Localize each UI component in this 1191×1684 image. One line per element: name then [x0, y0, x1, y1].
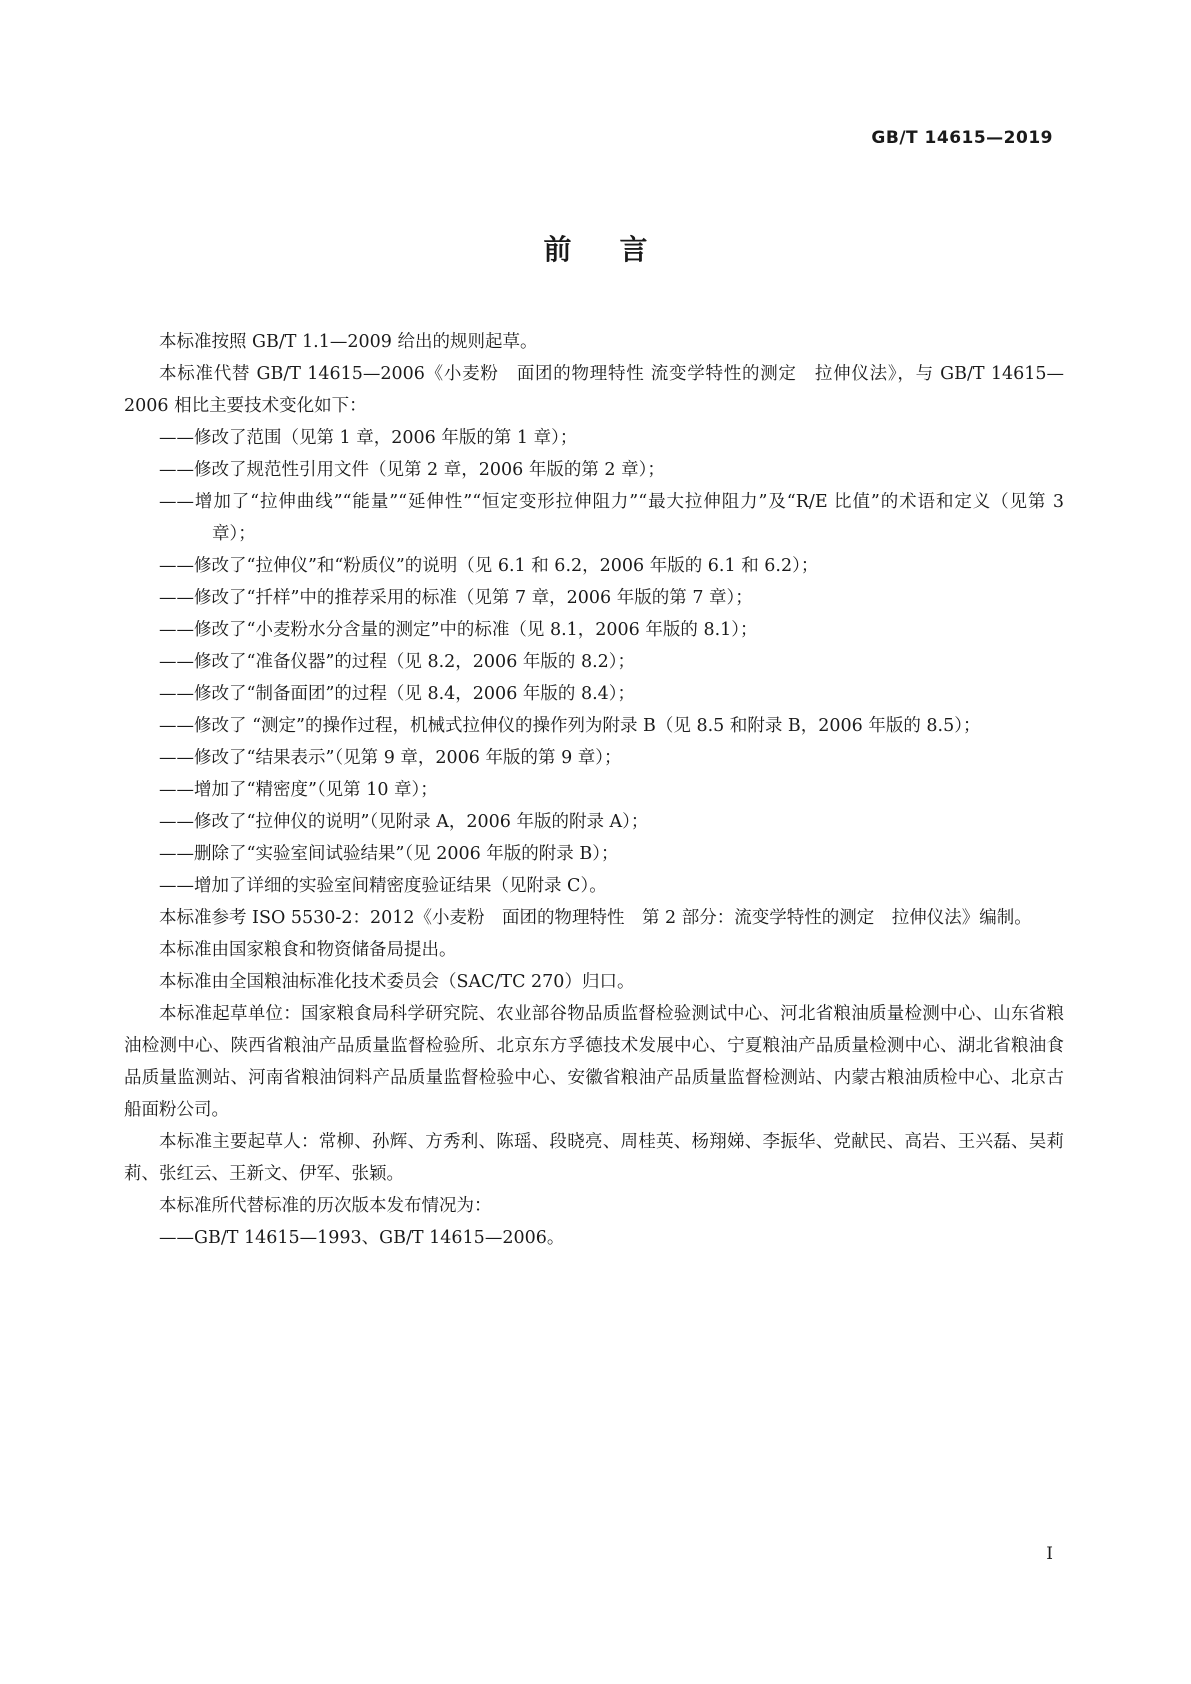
change-item: ——修改了“结果表示”（见第 9 章，2006 年版的第 9 章）； [159, 748, 622, 768]
paragraph-reference-iso: 本标准参考 ISO 5530-2：2012《小麦粉 面团的物理特性 第 2 部分：流变学特性的测定 拉伸仪法》编制。 [159, 908, 1032, 928]
change-item: ——修改了“拉伸仪”和“粉质仪”的说明（见 6.1 和 6.2，2006 年版的 6.1 和 6.2）； [159, 556, 819, 576]
change-item: ——修改了“准备仪器”的过程（见 8.2，2006 年版的 8.2）； [159, 652, 636, 672]
paragraph-version-history: 本标准所代替标准的历次版本发布情况为： [159, 1196, 492, 1216]
change-item: ——增加了详细的实验室间精密度验证结果（见附录 C）。 [159, 876, 607, 896]
foreword-body [124, 326, 1064, 1254]
paragraph-drafting-rules: 本标准按照 GB/T 1.1—2009 给出的规则起草。 [159, 332, 538, 352]
paragraph-replacement: 本标准代替 GB/T 14615—2006《小麦粉 面团的物理特性 流变学特性的测定 拉伸仪法》，与 GB/T 14615—2006 相比主要技术变化如下： [124, 364, 1064, 416]
change-item: ——修改了范围（见第 1 章，2006 年版的第 1 章）； [159, 428, 578, 448]
history-item: ——GB/T 14615—1993、GB/T 14615—2006。 [159, 1228, 565, 1248]
change-item: ——修改了“制备面团”的过程（见 8.4，2006 年版的 8.4）； [159, 684, 636, 704]
page-title: 前言 [543, 233, 696, 266]
page-number: I [1046, 1544, 1053, 1564]
change-item: ——修改了“拉伸仪的说明”（见附录 A，2006 年版的附录 A）； [159, 812, 649, 832]
paragraph-proposed-by: 本标准由国家粮食和物资储备局提出。 [159, 940, 457, 960]
change-item: ——增加了“精密度”（见第 10 章）； [159, 780, 438, 800]
change-item: ——增加了“拉伸曲线”“能量”“延伸性”“恒定变形拉伸阻力”“最大拉伸阻力”及“R/E 比值”的术语和定义（见第 3 章）； [159, 492, 1064, 544]
paragraph-under-jurisdiction: 本标准由全国粮油标准化技术委员会（SAC/TC 270）归口。 [159, 972, 635, 992]
change-item: ——修改了“扦样”中的推荐采用的标准（见第 7 章，2006 年版的第 7 章）； [159, 588, 753, 608]
change-item: ——修改了“小麦粉水分含量的测定”中的标准（见 8.1，2006 年版的 8.1）； [159, 620, 758, 640]
paragraph-drafting-units: 本标准起草单位：国家粮食局科学研究院、农业部谷物品质监督检验测试中心、河北省粮油质量检测中心、山东省粮油检测中心、陕西省粮油产品质量监督检验所、北京东方孚德技术发展中心、宁夏粮油产品质量检测中心、湖北省粮油食品质量监测站、河南省粮油饲料产品质量监督检验中心、安徽省粮油产品质量监督检测站、内蒙古粮油质检中心、北京古船面粉公司。 [124, 1004, 1064, 1120]
paragraph-drafters: 本标准主要起草人：常柳、孙辉、方秀利、陈瑶、段晓亮、周桂英、杨翔娣、李振华、党献民、高岩、王兴磊、吴莉莉、张红云、王新文、伊军、张颖。 [124, 1132, 1064, 1184]
change-item: ——修改了 “测定”的操作过程，机械式拉伸仪的操作列为附录 B（见 8.5 和附录 B，2006 年版的 8.5）； [159, 716, 981, 736]
change-item: ——删除了“实验室间试验结果”（见 2006 年版的附录 B）； [159, 844, 619, 864]
standard-code: GB/T 14615—2019 [871, 128, 1053, 148]
change-item: ——修改了规范性引用文件（见第 2 章，2006 年版的第 2 章）； [159, 460, 665, 480]
